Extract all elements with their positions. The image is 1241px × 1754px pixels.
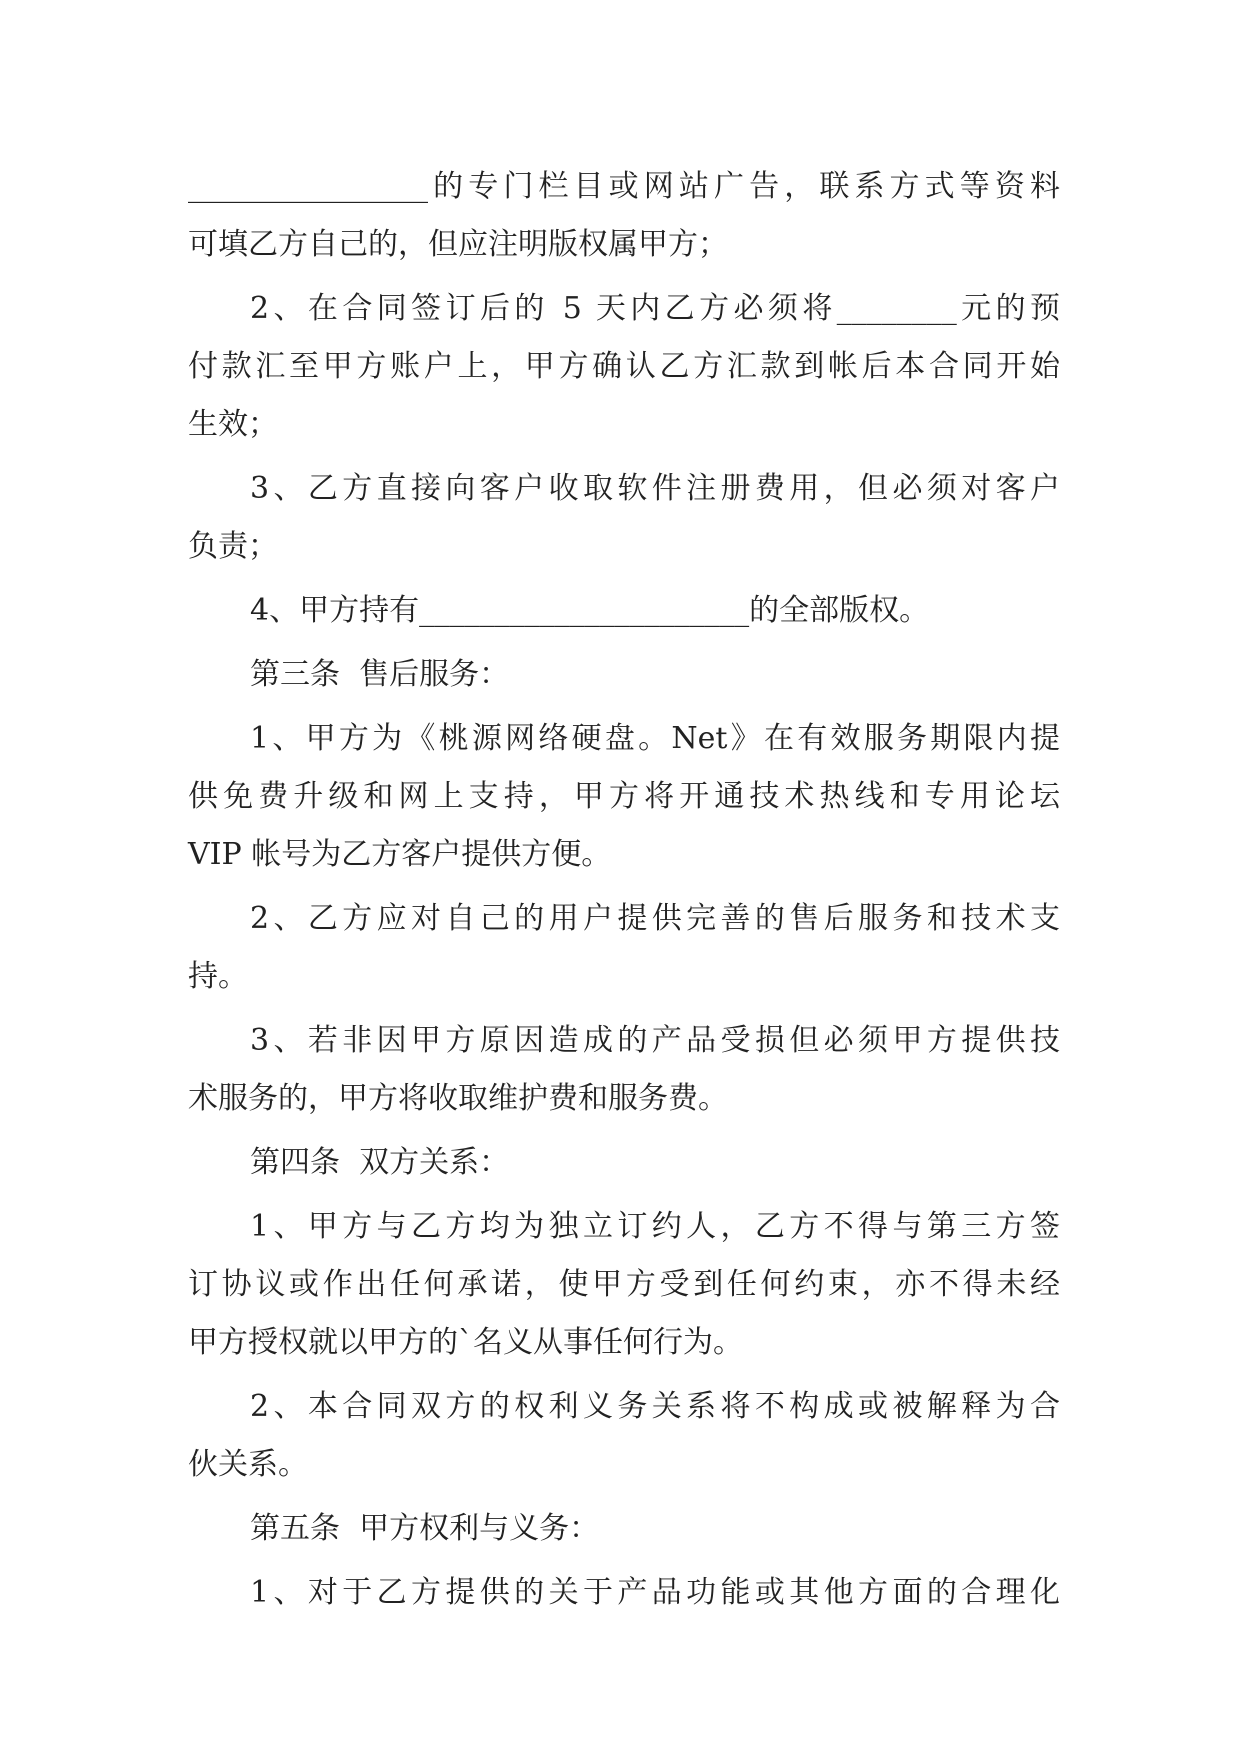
text-line: 第五条 甲方权利与义务： xyxy=(250,1511,600,1546)
text-line: 3、乙方直接向客户收取软件注册费用，但必须对客户 xyxy=(250,471,1060,506)
text-line: 付款汇至甲方账户上，甲方确认乙方汇款到帐后本合同开始 xyxy=(188,349,1060,384)
text-line: 第三条 售后服务： xyxy=(250,657,510,692)
text-line: 3、若非因甲方原因造成的产品受损但必须甲方提供技 xyxy=(250,1023,1060,1058)
text-line: 术服务的，甲方将收取维护费和服务费。 xyxy=(188,1081,728,1116)
text-line: 供免费升级和网上支持，甲方将开通技术热线和专用论坛 xyxy=(188,779,1060,814)
text-line: 伙关系。 xyxy=(188,1447,308,1482)
text-line: 4、甲方持有______________________的全部版权。 xyxy=(250,593,930,628)
text-line: 持。 xyxy=(188,959,248,994)
text-line: 第四条 双方关系： xyxy=(250,1145,510,1180)
text-line: 可填乙方自己的，但应注明版权属甲方； xyxy=(188,227,728,262)
text-line: 1、甲方与乙方均为独立订约人，乙方不得与第三方签 xyxy=(250,1209,1060,1244)
document-body xyxy=(188,158,1060,1622)
text-line: 2、乙方应对自己的用户提供完善的售后服务和技术支 xyxy=(250,901,1060,936)
text-line: 订协议或作出任何承诺，使甲方受到任何约束，亦不得未经 xyxy=(188,1267,1060,1302)
text-line: 甲方授权就以甲方的`名义从事任何行为。 xyxy=(188,1325,743,1360)
text-line: 1、甲方为《桃源网络硬盘。Net》在有效服务期限内提 xyxy=(250,721,1060,756)
text-line: ________________的专门栏目或网站广告，联系方式等资料 xyxy=(188,169,1060,204)
text-line: 负责； xyxy=(188,529,278,564)
text-line: 2、在合同签订后的 5 天内乙方必须将________元的预 xyxy=(250,291,1060,326)
text-line: 1、对于乙方提供的关于产品功能或其他方面的合理化 xyxy=(250,1575,1060,1610)
text-line: 生效； xyxy=(188,407,278,442)
text-line: 2、本合同双方的权利义务关系将不构成或被解释为合 xyxy=(250,1389,1060,1424)
text-line: VIP 帐号为乙方客户提供方便。 xyxy=(188,837,612,872)
